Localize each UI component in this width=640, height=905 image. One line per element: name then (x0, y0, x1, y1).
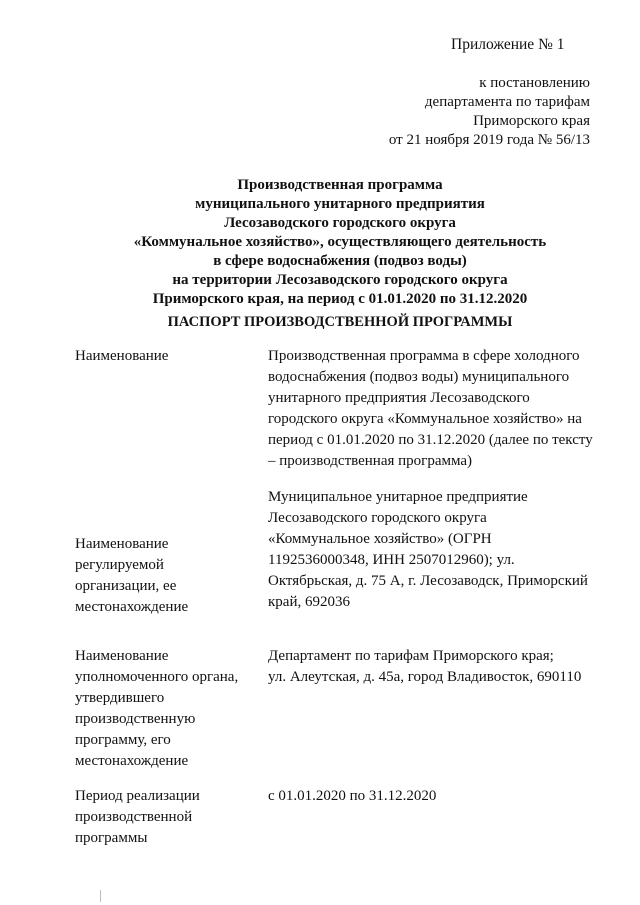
value-line: «Коммунальное хозяйство» (ОГРН (268, 531, 492, 547)
value-line: Производственная программа в сфере холодного (268, 348, 580, 364)
value-line: период с 01.01.2020 по 31.12.2020 (далее по тексту (268, 432, 593, 448)
label-line: уполномоченного органа, (75, 669, 239, 685)
title-line: Производственная программа (237, 177, 443, 193)
title-line: Лесозаводского городского округа (224, 215, 456, 231)
value-line: городского округа «Коммунальное хозяйство» на (268, 411, 582, 427)
value-line: с 01.01.2020 по 31.12.2020 (268, 788, 437, 804)
title-line: на территории Лесозаводского городского округа (172, 272, 508, 288)
row-value-authority (268, 646, 608, 688)
row-value-name (268, 346, 608, 472)
value-line: Муниципальное унитарное предприятие (268, 489, 528, 505)
label-line: Наименование (75, 348, 169, 364)
value-line: ул. Алеутская, д. 45а, город Владивосток, 690110 (268, 669, 582, 685)
value-line: унитарного предприятия Лесозаводского (268, 390, 530, 406)
value-line: 1192536000348, ИНН 2507012960); ул. (268, 552, 515, 568)
label-line: Наименование (75, 536, 169, 552)
row-value-period (268, 786, 608, 807)
passport-heading: ПАСПОРТ ПРОИЗВОДСТВЕННОЙ ПРОГРАММЫ (167, 314, 513, 330)
label-line: программы (75, 830, 148, 846)
label-line: программу, его (75, 732, 171, 748)
title-line: Приморского края, на период с 01.01.2020 по 31.12.2020 (152, 291, 528, 307)
label-line: Период реализации (75, 788, 200, 804)
label-line: организации, ее (75, 578, 177, 594)
scan-mark (100, 890, 101, 902)
value-line: водоснабжения (подвоз воды) муниципального (268, 369, 570, 385)
label-line: производственной (75, 809, 193, 825)
title-line: «Коммунальное хозяйство», осуществляющего деятельность (133, 234, 547, 250)
row-label-authority (75, 646, 260, 772)
row-label-name (75, 346, 260, 367)
appendix-line: департамента по тарифам (424, 94, 590, 110)
appendix-line: к постановлению (479, 75, 590, 91)
value-line: Лесозаводского городского округа (268, 510, 487, 526)
row-label-period (75, 786, 260, 849)
row-value-organization (268, 487, 608, 613)
title-line: в сфере водоснабжения (подвоз воды) (213, 253, 467, 269)
value-line: край, 692036 (268, 594, 350, 610)
value-line: Октябрьская, д. 75 А, г. Лесозаводск, Приморский (268, 573, 588, 589)
label-line: производственную (75, 711, 196, 727)
appendix-title: Приложение № 1 (451, 36, 565, 53)
row-label-organization (75, 534, 260, 618)
appendix-line: от 21 ноября 2019 года № 56/13 (388, 132, 590, 148)
appendix-reference (380, 74, 590, 150)
appendix-line: Приморского края (473, 113, 590, 129)
label-line: местонахождение (75, 599, 189, 615)
title-line: муниципального унитарного предприятия (195, 196, 485, 212)
document-title (40, 176, 640, 309)
label-line: утвердившего (75, 690, 165, 706)
value-line: – производственная программа) (268, 453, 473, 469)
label-line: Наименование (75, 648, 169, 664)
label-line: местонахождение (75, 753, 189, 769)
label-line: регулируемой (75, 557, 164, 573)
value-line: Департамент по тарифам Приморского края; (268, 648, 554, 664)
